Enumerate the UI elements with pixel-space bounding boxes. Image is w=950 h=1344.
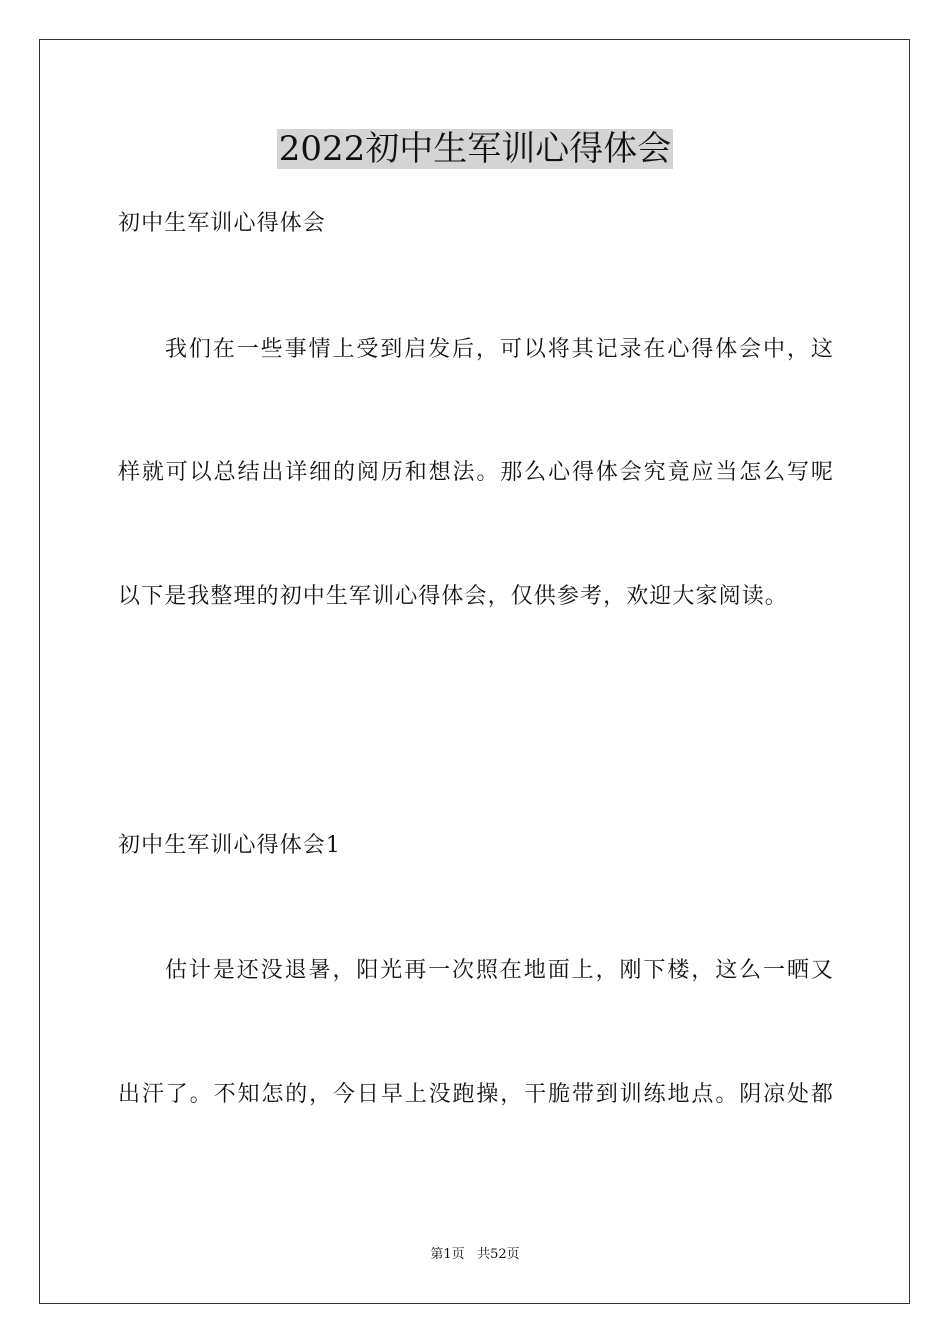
- page-total: 共52页: [477, 1247, 520, 1262]
- section-line-2: 出汗了。不知怎的，今日早上没跑操，干脆带到训练地点。阴凉处都: [118, 1082, 834, 1107]
- page-number: 第1页: [430, 1247, 465, 1262]
- section-heading: 初中生军训心得体会1: [118, 833, 341, 858]
- intro-line-3: 以下是我整理的初中生军训心得体会，仅供参考，欢迎大家阅读。: [118, 584, 788, 609]
- intro-line-2: 样就可以总结出详细的阅历和想法。那么心得体会究竟应当怎么写呢: [118, 460, 834, 485]
- document-subtitle: 初中生军训心得体会: [118, 211, 326, 236]
- intro-line-1: 我们在一些事情上受到启发后，可以将其记录在心得体会中，这: [165, 337, 834, 362]
- page-footer: [0, 1246, 950, 1264]
- section-line-1: 估计是还没退暑，阳光再一次照在地面上，刚下楼，这么一晒又: [165, 958, 834, 983]
- document-title: 2022初中生军训心得体会: [278, 129, 672, 169]
